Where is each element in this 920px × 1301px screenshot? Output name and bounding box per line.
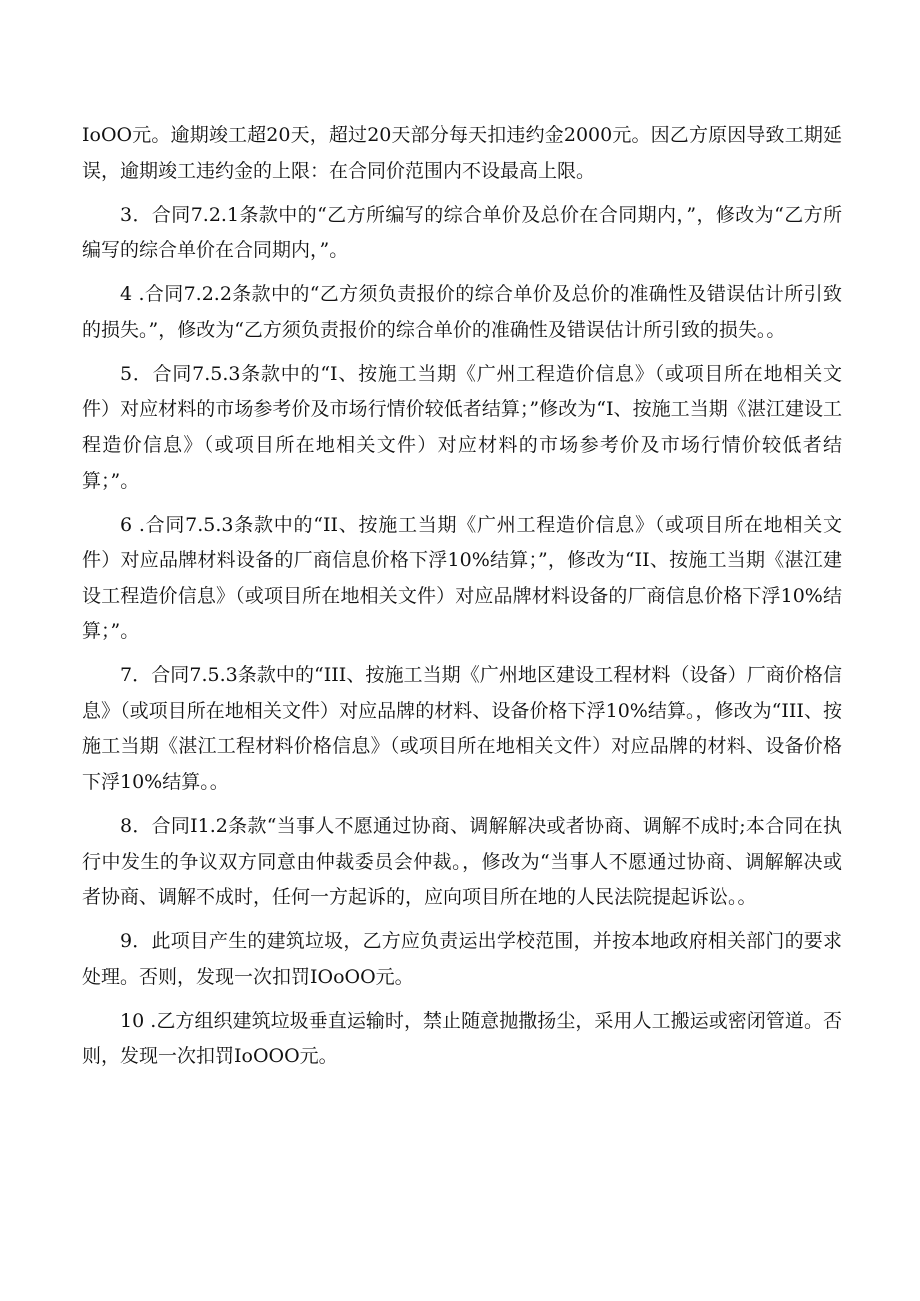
document-body: [82, 118, 842, 1075]
paragraph-item-4: 4 .合同7.2.2条款中的“乙方须负责报价的综合单价及总价的准确性及错误估计所引致的损失。”，修改为“乙方须负责报价的综合单价的准确性及错误估计所引致的损失。。: [82, 283, 842, 341]
paragraph-item-6: 6 .合同7.5.3条款中的“II、按施工当期《广州工程造价信息》（或项目所在地相关文件）对应品牌材料设备的厂商信息价格下浮10%结算；”，修改为“II、按施工当期《湛江建设工程造价信息》（或项目所在地相关文件）对应品牌材料设备的厂商信息价格下浮10%结算；”。: [82, 513, 842, 643]
paragraph-item-7: 7．合同7.5.3条款中的“III、按施工当期《广州地区建设工程材料（设备）厂商价格信息》（或项目所在地相关文件）对应品牌的材料、设备价格下浮10%结算。，修改为“III、按施工当期《湛江工程材料价格信息》（或项目所在地相关文件）对应品牌的材料、设备价格下浮10%结算。。: [82, 664, 842, 794]
paragraph-item-10: 10 .乙方组织建筑垃圾垂直运输时，禁止随意抛撒扬尘，采用人工搬运或密闭管道。否则，发现一次扣罚IoOOO元。: [82, 1009, 842, 1068]
paragraph-penalty-continuation: IoOO元。逾期竣工超20天，超过20天部分每天扣违约金2000元。因乙方原因导致工期延误，逾期竣工违约金的上限：在合同价范围内不设最高上限。: [82, 124, 842, 182]
paragraph-item-9: 9．此项目产生的建筑垃圾，乙方应负责运出学校范围，并按本地政府相关部门的要求处理。否则，发现一次扣罚IOoOO元。: [82, 930, 842, 988]
paragraph-item-8: 8．合同I1.2条款“当事人不愿通过协商、调解解决或者协商、调解不成时;本合同在执行中发生的争议双方同意由仲裁委员会仲裁。，修改为“当事人不愿通过协商、调解解决或者协商、调解不成时，任何一方起诉的，应向项目所在地的人民法院提起诉讼。。: [82, 815, 842, 909]
paragraph-item-3: 3．合同7.2.1条款中的“乙方所编写的综合单价及总价在合同期内，”，修改为“乙方所编写的综合单价在合同期内，”。: [82, 203, 842, 262]
paragraph-item-5: 5．合同7.5.3条款中的“I、按施工当期《广州工程造价信息》（或项目所在地相关文件）对应材料的市场参考价及市场行情价较低者结算；”修改为“I、按施工当期《湛江建设工程造价信息》（或项目所在地相关文件）对应材料的市场参考价及市场行情价较低者结算；”。: [82, 362, 842, 492]
